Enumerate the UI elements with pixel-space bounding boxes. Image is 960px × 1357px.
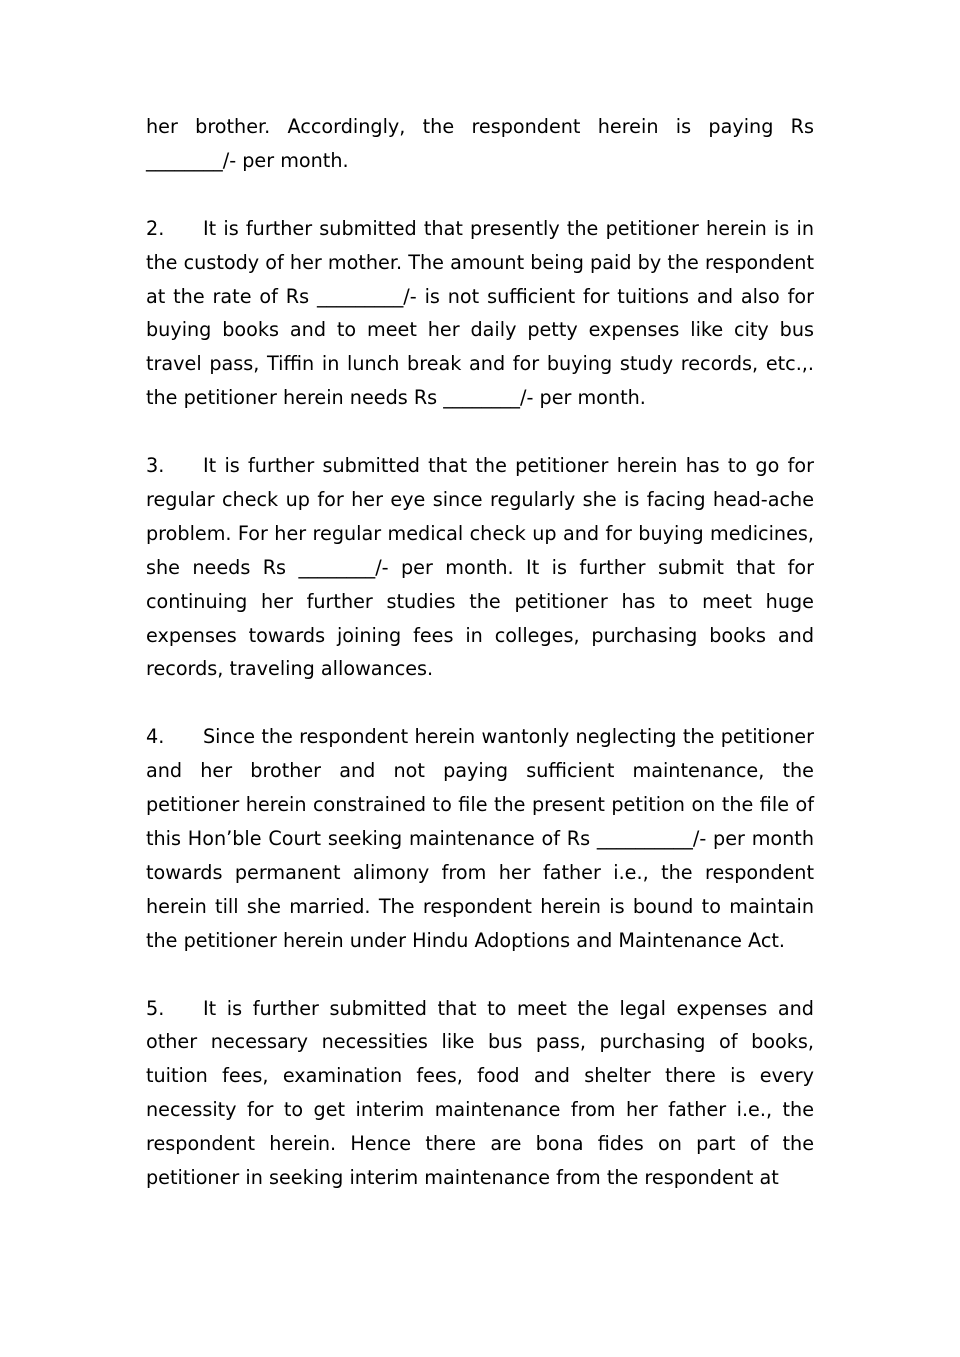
- paragraph-2: [146, 212, 814, 415]
- paragraph-number: 5.: [146, 996, 165, 1020]
- paragraph-3: [146, 449, 814, 686]
- paragraph-text: It is further submitted that to meet the legal expenses and other necessary necessities like bus pass, purchasing of books, tuition fees, examination fees, food and shelter there is every necessity for to get interim maintenance from her father i.e., the respondent herein. Hence there are bona fides on part of the petitioner in seeking interim maintenance from the respondent at: [146, 996, 814, 1190]
- paragraph-text: her brother. Accordingly, the respondent herein is paying Rs ________/- per month.: [146, 115, 814, 172]
- paragraph-continuation: [146, 110, 814, 178]
- paragraph-number: 3.: [146, 454, 165, 478]
- paragraph-4: [146, 720, 814, 957]
- paragraph-text: Since the respondent herein wantonly neglecting the petitioner and her brother and not paying sufficient maintenance, the petitioner herein constrained to file the present petition on the file of this Hon’ble Court seeking maintenance of Rs __________/- per month towards permanent alimony from her father i.e., the respondent herein till she married. The respondent herein is bound to maintain the petitioner herein under Hindu Adoptions and Maintenance Act.: [146, 725, 814, 952]
- paragraph-text: It is further submitted that the petitioner herein has to go for regular check up for her eye since regularly she is facing head-ache problem. For her regular medical check up and for buying medicines, she needs Rs ________/- per month. It is further submit that for continuing her further studies the petitioner has to meet huge expenses towards joining fees in colleges, purchasing books and records, traveling allowances.: [146, 454, 814, 681]
- document-page: [146, 110, 814, 1229]
- paragraph-number: 4.: [146, 725, 165, 749]
- paragraph-5: [146, 992, 814, 1195]
- paragraph-number: 2.: [146, 216, 165, 240]
- paragraph-text: It is further submitted that presently the petitioner herein is in the custody of her mother. The amount being paid by the respondent at the rate of Rs _________/- is not sufficient for tuitions and also for buying books and to meet her daily petty expenses like city bus travel pass, Tiffin in lunch break and for buying study records, etc.,. the petitioner herein needs Rs ________/- per month.: [146, 216, 814, 410]
